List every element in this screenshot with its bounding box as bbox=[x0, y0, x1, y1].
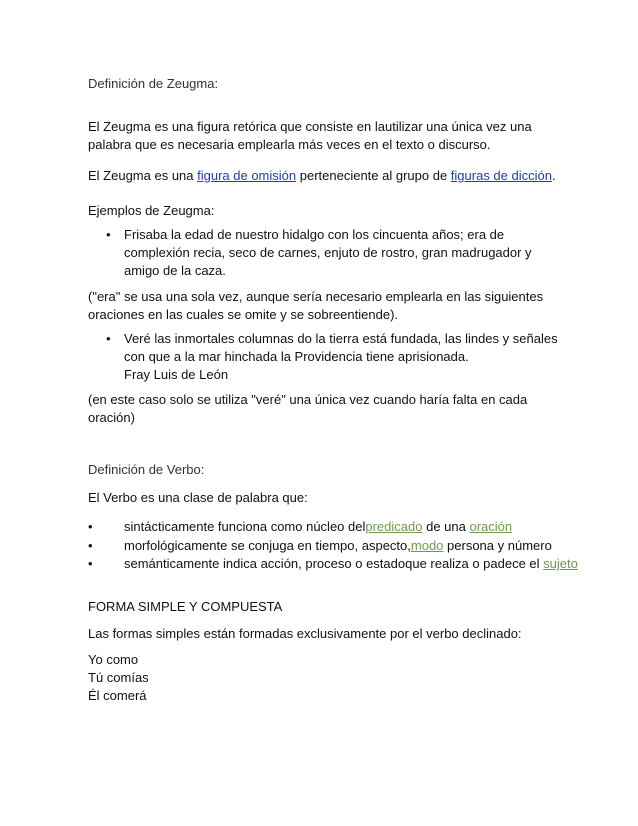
note-2: (en este caso solo se utiliza "veré" una única vez cuando haría falta en cada oración) bbox=[88, 392, 528, 425]
bullet: • bbox=[106, 331, 111, 346]
example-1: Frisaba la edad de nuestro hidalgo con los cincuenta años; era de complexión recia, seco de carnes, enjuto de rostro, gran madrugador y amigo de la caza. bbox=[124, 227, 532, 278]
bullet: • bbox=[88, 519, 93, 534]
bullet: • bbox=[106, 227, 111, 242]
verbo-definition-heading: Definición de Verbo: bbox=[88, 462, 205, 477]
list-item: Yo como bbox=[88, 652, 139, 667]
link-predicado[interactable]: predicado bbox=[365, 519, 423, 534]
formas-examples bbox=[88, 651, 566, 705]
zeugma-definition-heading: Definición de Zeugma: bbox=[88, 76, 219, 91]
verbo-intro: El Verbo es una clase de palabra que: bbox=[88, 490, 308, 505]
example-2: Veré las inmortales columnas do la tierra está fundada, las lindes y señales con que a la mar hinchada la Providencia tiene aprisionada. Fray Luis de León bbox=[124, 331, 558, 382]
note-1: ("era" se usa una sola vez, aunque sería necesario emplearla en las siguientes oraciones en las cuales se omite y se sobreentiende). bbox=[88, 289, 544, 322]
link-modo[interactable]: modo bbox=[410, 538, 444, 553]
formas-intro: Las formas simples están formadas exclusivamente por el verbo declinado: bbox=[88, 626, 522, 641]
formas-heading: FORMA SIMPLE Y COMPUESTA bbox=[88, 599, 283, 614]
zeugma-paragraph-1: El Zeugma es una figura retórica que consiste en lautilizar una única vez una palabra que es necesaria emplearla más veces en el texto o discurso. bbox=[88, 119, 532, 152]
list-item: Tú comías bbox=[88, 670, 149, 685]
verbo-item-3: semánticamente indica acción, proceso o estadoque realiza o padece el sujeto bbox=[124, 556, 578, 571]
zeugma-examples-heading: Ejemplos de Zeugma: bbox=[88, 203, 215, 218]
list-item: Él comerá bbox=[88, 688, 147, 703]
bullet: • bbox=[88, 556, 93, 571]
bullet: • bbox=[88, 538, 93, 553]
link-sujeto[interactable]: sujeto bbox=[543, 556, 578, 571]
verbo-item-1: sintácticamente funciona como núcleo delpredicado de una oración bbox=[124, 519, 513, 534]
link-oracion[interactable]: oración bbox=[469, 519, 513, 534]
verbo-item-2: morfológicamente se conjuga en tiempo, aspecto,modo persona y número bbox=[124, 538, 552, 553]
zeugma-paragraph-2: El Zeugma es una figura de omisión perteneciente al grupo de figuras de dicción. bbox=[88, 168, 556, 183]
link-figura-de-omision[interactable]: figura de omisión bbox=[197, 168, 297, 183]
link-figuras-de-diccion[interactable]: figuras de dicción bbox=[450, 168, 552, 183]
